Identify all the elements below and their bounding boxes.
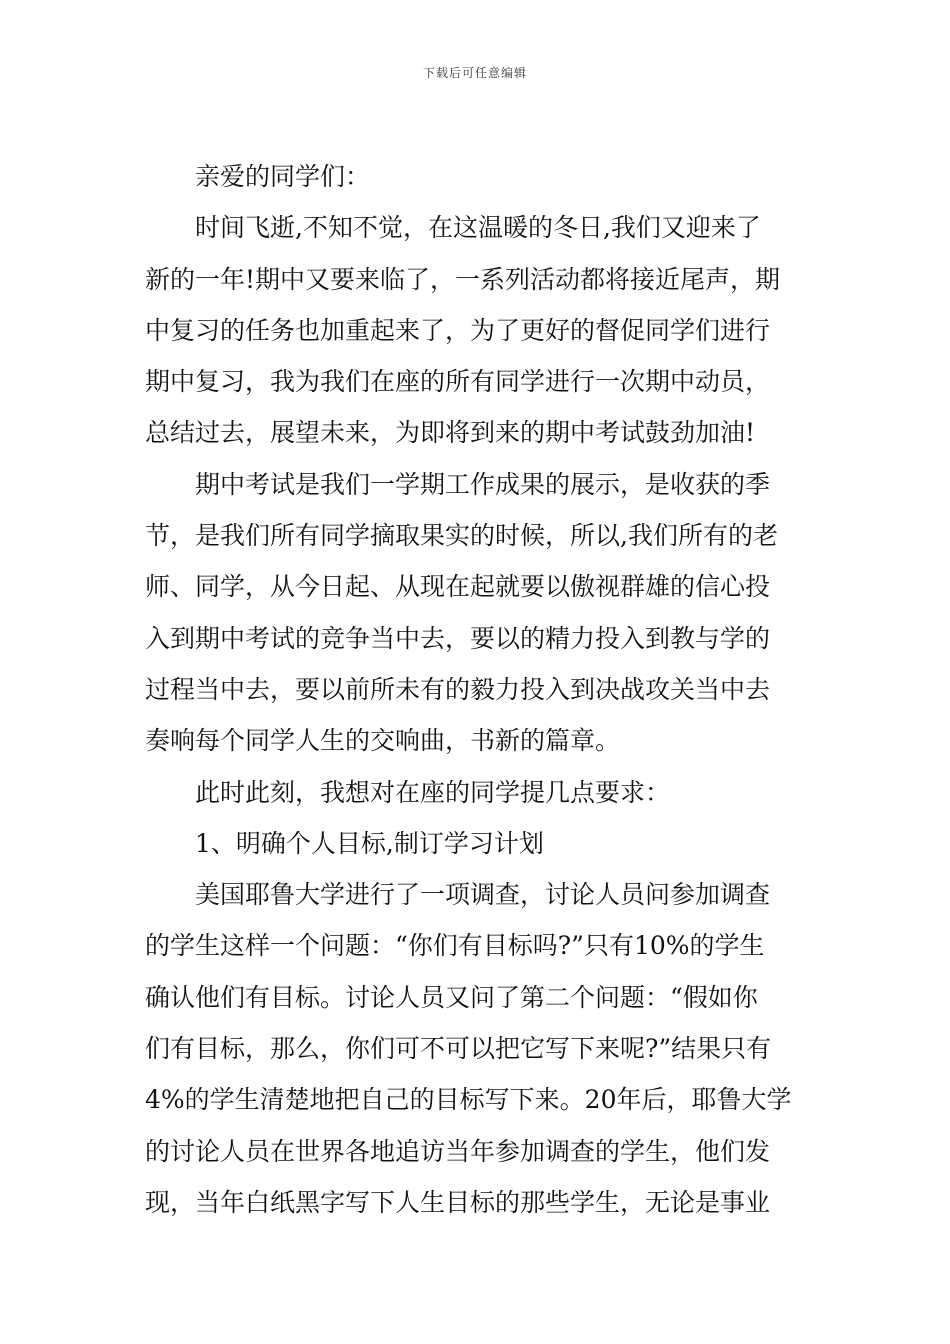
text-line: 新的一年!期中又要来临了，一系列活动都将接近尾声，期 [145, 264, 781, 294]
text-line: 期中考试是我们一学期工作成果的展示，是收获的季 [195, 469, 771, 499]
text-line: 中复习的任务也加重起来了，为了更好的督促同学们进行 [145, 315, 771, 345]
text-line: 4%的学生清楚地把自己的目标写下来。20年后，耶鲁大学 [145, 1085, 792, 1115]
text-line: 的讨论人员在世界各地追访当年参加调查的学生，他们发 [145, 1136, 771, 1166]
text-line: 时间飞逝,不知不觉，在这温暖的冬日,我们又迎来了 [195, 213, 761, 243]
text-line: 现，当年白纸黑字写下人生目标的那些学生，无论是事业 [145, 1187, 771, 1217]
text-line: 1、明确个人目标,制订学习计划 [195, 828, 544, 858]
text-line: 过程当中去，要以前所未有的毅力投入到决战攻关当中去 [145, 674, 771, 704]
header-note: 下载后可任意编辑 [422, 66, 527, 80]
text-line: 此时此刻，我想对在座的同学提几点要求： [195, 777, 671, 807]
text-line: 总结过去，展望未来，为即将到来的期中考试鼓劲加油! [145, 418, 756, 448]
text-line: 美国耶鲁大学进行了一项调查，讨论人员问参加调查 [195, 880, 771, 910]
document-body [145, 151, 807, 1228]
text-line: 期中复习，我为我们在座的所有同学进行一次期中动员， [145, 367, 771, 397]
text-line: 亲爱的同学们： [195, 162, 371, 191]
text-line: 确认他们有目标。讨论人员又问了第二个问题：“假如你 [145, 982, 758, 1012]
text-line: 的学生这样一个问题：“你们有目标吗?”只有10%的学生 [145, 931, 765, 961]
text-line: 师、同学，从今日起、从现在起就要以傲视群雄的信心投 [145, 572, 771, 602]
text-line: 奏响每个同学人生的交响曲，书新的篇章。 [145, 726, 621, 756]
text-line: 们有目标，那么，你们可不可以把它写下来呢?”结果只有 [145, 1034, 772, 1064]
text-line: 节，是我们所有同学摘取果实的时候，所以,我们所有的老 [145, 521, 778, 551]
text-line: 入到期中考试的竞争当中去，要以的精力投入到教与学的 [145, 623, 771, 653]
